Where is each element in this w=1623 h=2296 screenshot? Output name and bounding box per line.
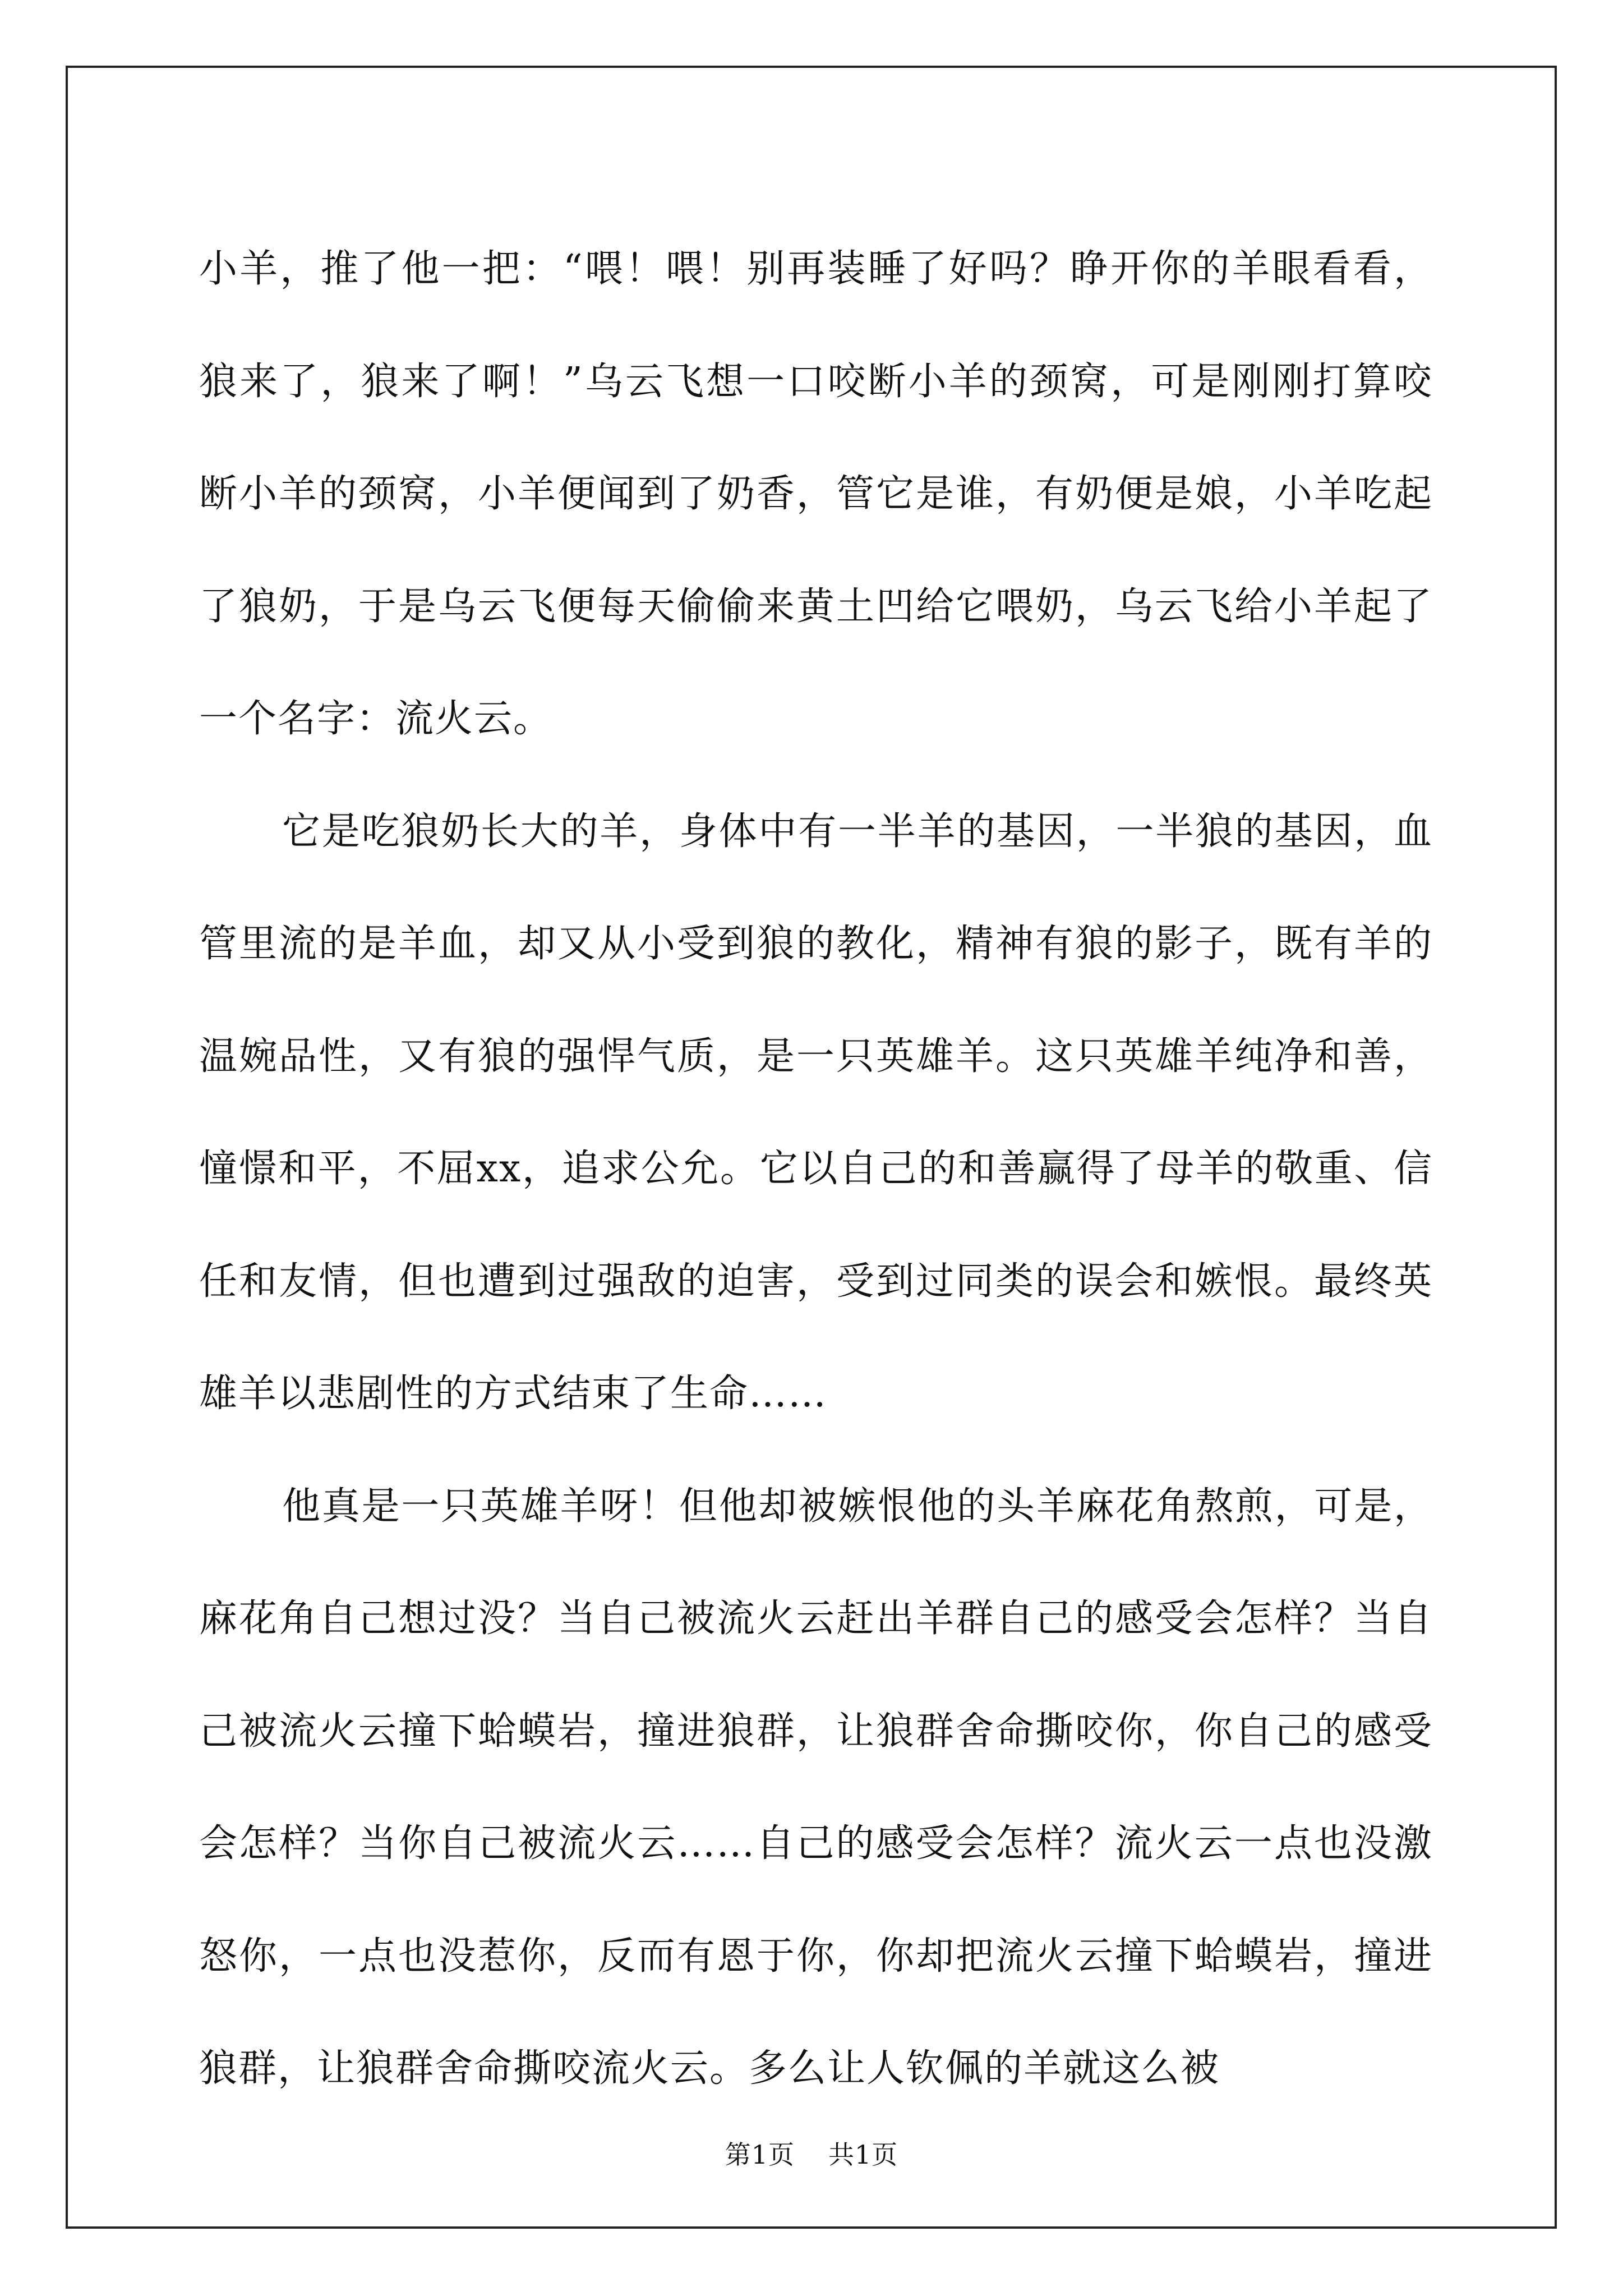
page-number: 第1页 <box>725 2139 795 2170</box>
page-total: 共1页 <box>828 2139 898 2170</box>
paragraph-1: 小羊，推了他一把：“喂！喂！别再装睡了好吗？睁开你的羊眼看看，狼来了，狼来了啊！”乌云飞想一口咬断小羊的颈窝，可是刚刚打算咬断小羊的颈窝，小羊便闻到了奶香，管它是谁，有奶便是娘，小羊吃起了狼奶，于是乌云飞便每天偷偷来黄土凹给它喂奶，乌云飞给小羊起了一个名字：流火云。 <box>199 247 1433 741</box>
document-body <box>199 213 1433 2125</box>
page-footer <box>0 2134 1623 2171</box>
paragraph-2: 它是吃狼奶长大的羊，身体中有一半羊的基因，一半狼的基因，血管里流的是羊血，却又从小受到狼的教化，精神有狼的影子，既有羊的温婉品性，又有狼的强悍气质，是一只英雄羊。这只英雄羊纯净和善，憧憬和平，不屈xx，追求公允。它以自己的和善赢得了母羊的敬重、信任和友情，但也遭到过强敌的迫害，受到过同类的误会和嫉恨。最终英雄羊以悲剧性的方式结束了生命…… <box>199 809 1433 1416</box>
paragraph-3: 他真是一只英雄羊呀！但他却被嫉恨他的头羊麻花角熬煎，可是，麻花角自己想过没？当自己被流火云赶出羊群自己的感受会怎样？当自己被流火云撞下蛤蟆岩，撞进狼群，让狼群舍命撕咬你，你自己的感受会怎样？当你自己被流火云……自己的感受会怎样？流火云一点也没激怒你，一点也没惹你，反而有恩于你，你却把流火云撞下蛤蟆岩，撞进狼群，让狼群舍命撕咬流火云。多么让人钦佩的羊就这么被 <box>199 1484 1433 2091</box>
